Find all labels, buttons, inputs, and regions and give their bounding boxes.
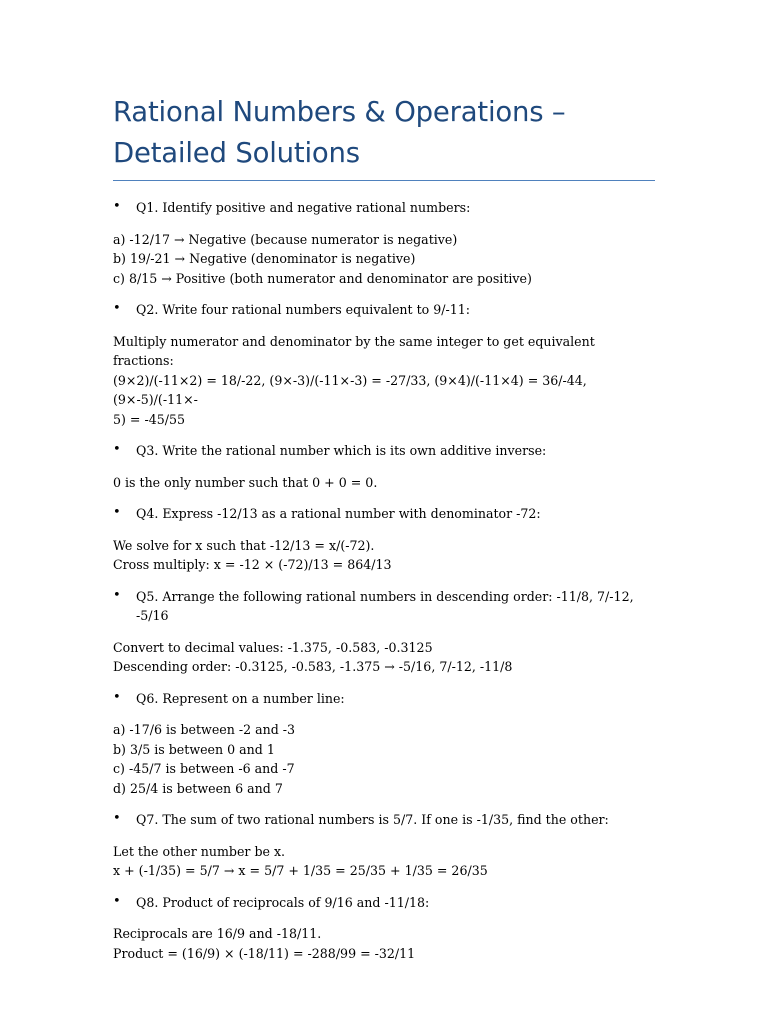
answer-5-line-2: Descending order: -0.3125, -0.583, -1.375 → -5/16, 7/-12, -11/8: [113, 659, 513, 674]
answer-1-line-3: c) 8/15 → Positive (both numerator and denominator are positive): [113, 270, 532, 286]
question-2-text: Q2. Write four rational numbers equivalent to 9/-11:: [136, 302, 471, 317]
answer-4: [113, 536, 655, 575]
answer-6-line-2: b) 3/5 is between 0 and 1: [113, 741, 275, 757]
question-4-text: Q4. Express -12/13 as a rational number with denominator -72:: [136, 506, 541, 521]
answer-1-line-2: b) 19/-21 → Negative (denominator is negative): [113, 251, 416, 266]
question-3: [113, 441, 655, 461]
answer-8: [113, 924, 655, 963]
answer-8-line-1: Reciprocals are 16/9 and -18/11.: [113, 926, 322, 941]
question-4: [113, 504, 655, 524]
answer-7-line-1: Let the other number be x.: [113, 843, 286, 859]
answer-5-line-1: Convert to decimal values: -1.375, -0.583, -0.3125: [113, 639, 433, 655]
answer-7-line-2: x + (-1/35) = 5/7 → x = 5/7 + 1/35 = 25/35 + 1/35 = 26/35: [113, 863, 488, 878]
page-title-line-1: Rational Numbers & Operations –: [113, 96, 566, 128]
bullet-icon: •: [113, 587, 121, 603]
answer-8-line-2: Product = (16/9) × (-18/11) = -288/99 = -32/11: [113, 945, 416, 961]
bullet-icon: •: [113, 811, 121, 826]
answer-2-line-2: (9×2)/(-11×2) = 18/-22, (9×-3)/(-11×-3) = -27/33, (9×4)/(-11×4) = 36/-44, (9×-5)/(-11×-: [113, 372, 587, 407]
question-7: [113, 810, 655, 830]
answer-7: [113, 842, 655, 881]
bullet-icon: •: [113, 893, 121, 909]
bullet-icon: •: [113, 505, 121, 520]
question-3-text: Q3. Write the rational number which is its own additive inverse:: [136, 443, 547, 458]
answer-4-line-1: We solve for x such that -12/13 = x/(-72).: [113, 537, 375, 553]
document-page: [113, 92, 655, 975]
question-6-text: Q6. Represent on a number line:: [136, 690, 345, 706]
answer-3: [113, 473, 655, 493]
bullet-icon: •: [113, 689, 121, 705]
question-1-text: Q1. Identify positive and negative rational numbers:: [136, 200, 471, 215]
answer-5: [113, 638, 655, 677]
answer-2-line-1: Multiply numerator and denominator by the same integer to get equivalent fractions:: [113, 333, 595, 368]
page-title: [113, 92, 655, 174]
question-8-text: Q8. Product of reciprocals of 9/16 and -11/18:: [136, 894, 430, 910]
question-1: [113, 198, 655, 218]
question-2: [113, 300, 655, 320]
answer-4-line-2: Cross multiply: x = -12 × (-72)/13 = 864/13: [113, 557, 392, 572]
question-5-text: Q5. Arrange the following rational numbers in descending order: -11/8, 7/-12, -5/16: [136, 588, 634, 623]
answer-2-line-3: 5) = -45/55: [113, 411, 186, 427]
answer-6-line-4: d) 25/4 is between 6 and 7: [113, 780, 283, 796]
page-title-line-2: Detailed Solutions: [113, 137, 360, 169]
question-7-text: Q7. The sum of two rational numbers is 5/7. If one is -1/35, find the other:: [136, 812, 609, 827]
answer-1: [113, 230, 655, 289]
answer-6-line-3: c) -45/7 is between -6 and -7: [113, 761, 295, 776]
bullet-icon: •: [113, 442, 121, 457]
answer-2: [113, 332, 655, 430]
question-5: [113, 587, 655, 626]
question-6: [113, 689, 655, 709]
question-8: [113, 893, 655, 913]
bullet-icon: •: [113, 199, 121, 214]
answer-6: [113, 720, 655, 798]
answer-6-line-1: a) -17/6 is between -2 and -3: [113, 722, 296, 737]
bullet-icon: •: [113, 301, 121, 316]
title-underline: [113, 180, 655, 181]
answer-3-line-1: 0 is the only number such that 0 + 0 = 0.: [113, 474, 378, 490]
answer-1-line-1: a) -12/17 → Negative (because numerator is negative): [113, 231, 458, 247]
